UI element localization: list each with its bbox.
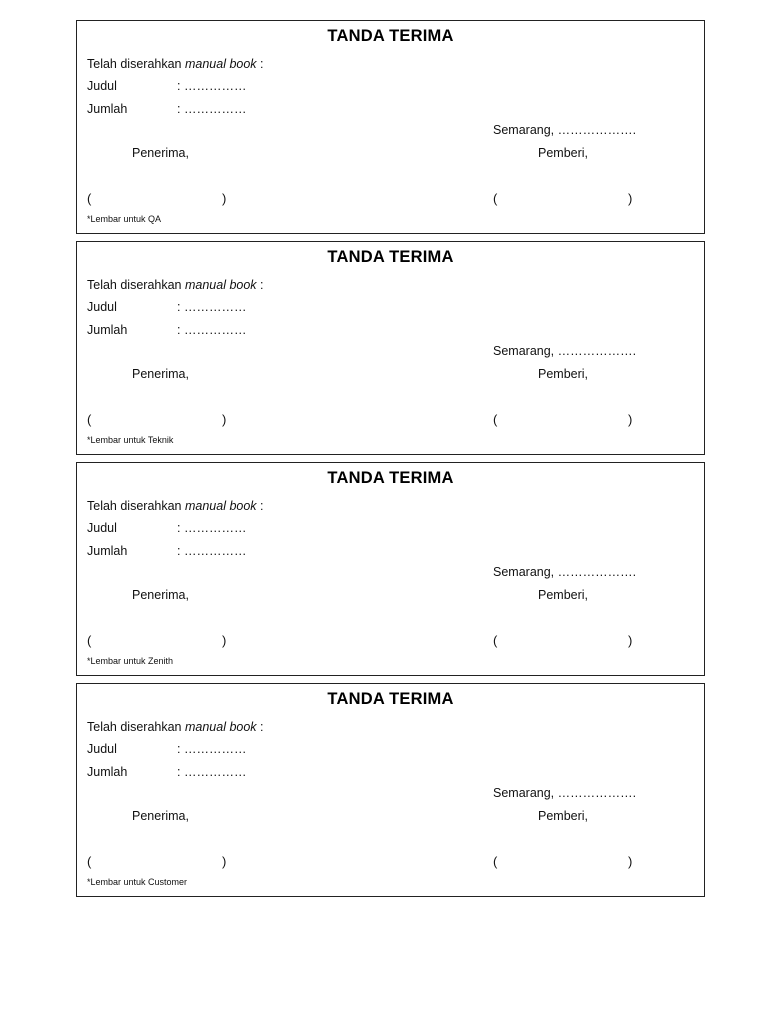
judul-field: : …………… [177, 300, 247, 314]
slip-title: TANDA TERIMA [327, 469, 454, 487]
giver-label: Pemberi, [538, 367, 589, 381]
giver-signature-close: ) [628, 412, 633, 427]
intro-line [87, 721, 264, 734]
judul-field: : …………… [177, 79, 247, 93]
intro-prefix: Telah diserahkan [87, 499, 185, 513]
receiver-label: Penerima, [132, 146, 189, 160]
intro-line [87, 500, 264, 513]
intro-prefix: Telah diserahkan [87, 278, 185, 292]
jumlah-label: Jumlah [87, 544, 128, 558]
receiver-label: Penerima, [132, 809, 189, 823]
jumlah-field: : …………… [177, 544, 247, 558]
intro-line [87, 279, 264, 292]
receiver-signature-open: ( [87, 412, 92, 427]
intro-suffix: : [256, 720, 264, 734]
intro-prefix: Telah diserahkan [87, 720, 185, 734]
giver-signature-close: ) [628, 854, 633, 869]
intro-italic: manual book [184, 57, 257, 71]
receipt-slip [76, 683, 705, 897]
jumlah-label: Jumlah [87, 323, 128, 337]
judul-label: Judul [87, 79, 117, 93]
judul-field: : …………… [177, 742, 247, 756]
intro-italic: manual book [184, 720, 257, 734]
receiver-signature-close: ) [222, 633, 227, 648]
judul-field: : …………… [177, 521, 247, 535]
slip-title: TANDA TERIMA [327, 27, 454, 45]
copy-note: *Lembar untuk QA [87, 214, 162, 224]
giver-label: Pemberi, [538, 588, 589, 602]
receiver-signature-close: ) [222, 191, 227, 206]
place-date-line: Semarang, ………………. [493, 565, 637, 579]
place-date-line: Semarang, ………………. [493, 344, 637, 358]
receiver-signature-open: ( [87, 633, 92, 648]
place-date-line: Semarang, ………………. [493, 786, 637, 800]
intro-suffix: : [256, 499, 264, 513]
giver-signature-open: ( [493, 191, 498, 206]
giver-signature-close: ) [628, 633, 633, 648]
intro-italic: manual book [184, 499, 257, 513]
judul-label: Judul [87, 521, 117, 535]
place-date-line: Semarang, ………………. [493, 123, 637, 137]
copy-note: *Lembar untuk Teknik [87, 435, 174, 445]
receipt-slip [76, 20, 705, 234]
intro-line [87, 58, 264, 71]
receiver-label: Penerima, [132, 588, 189, 602]
intro-italic: manual book [184, 278, 257, 292]
jumlah-label: Jumlah [87, 102, 128, 116]
intro-suffix: : [256, 278, 264, 292]
copy-note: *Lembar untuk Customer [87, 877, 188, 887]
receiver-signature-close: ) [222, 412, 227, 427]
receiver-label: Penerima, [132, 367, 189, 381]
jumlah-field: : …………… [177, 765, 247, 779]
receipt-slip [76, 462, 705, 676]
slip-title: TANDA TERIMA [327, 690, 454, 708]
receipt-slip [76, 241, 705, 455]
jumlah-label: Jumlah [87, 765, 128, 779]
giver-label: Pemberi, [538, 809, 589, 823]
receiver-signature-open: ( [87, 854, 92, 869]
copy-note: *Lembar untuk Zenith [87, 656, 174, 666]
jumlah-field: : …………… [177, 102, 247, 116]
receiver-signature-open: ( [87, 191, 92, 206]
giver-signature-open: ( [493, 412, 498, 427]
giver-signature-close: ) [628, 191, 633, 206]
receiver-signature-close: ) [222, 854, 227, 869]
giver-signature-open: ( [493, 854, 498, 869]
jumlah-field: : …………… [177, 323, 247, 337]
giver-label: Pemberi, [538, 146, 589, 160]
intro-suffix: : [256, 57, 264, 71]
slip-title: TANDA TERIMA [327, 248, 454, 266]
intro-prefix: Telah diserahkan [87, 57, 185, 71]
judul-label: Judul [87, 742, 117, 756]
judul-label: Judul [87, 300, 117, 314]
giver-signature-open: ( [493, 633, 498, 648]
